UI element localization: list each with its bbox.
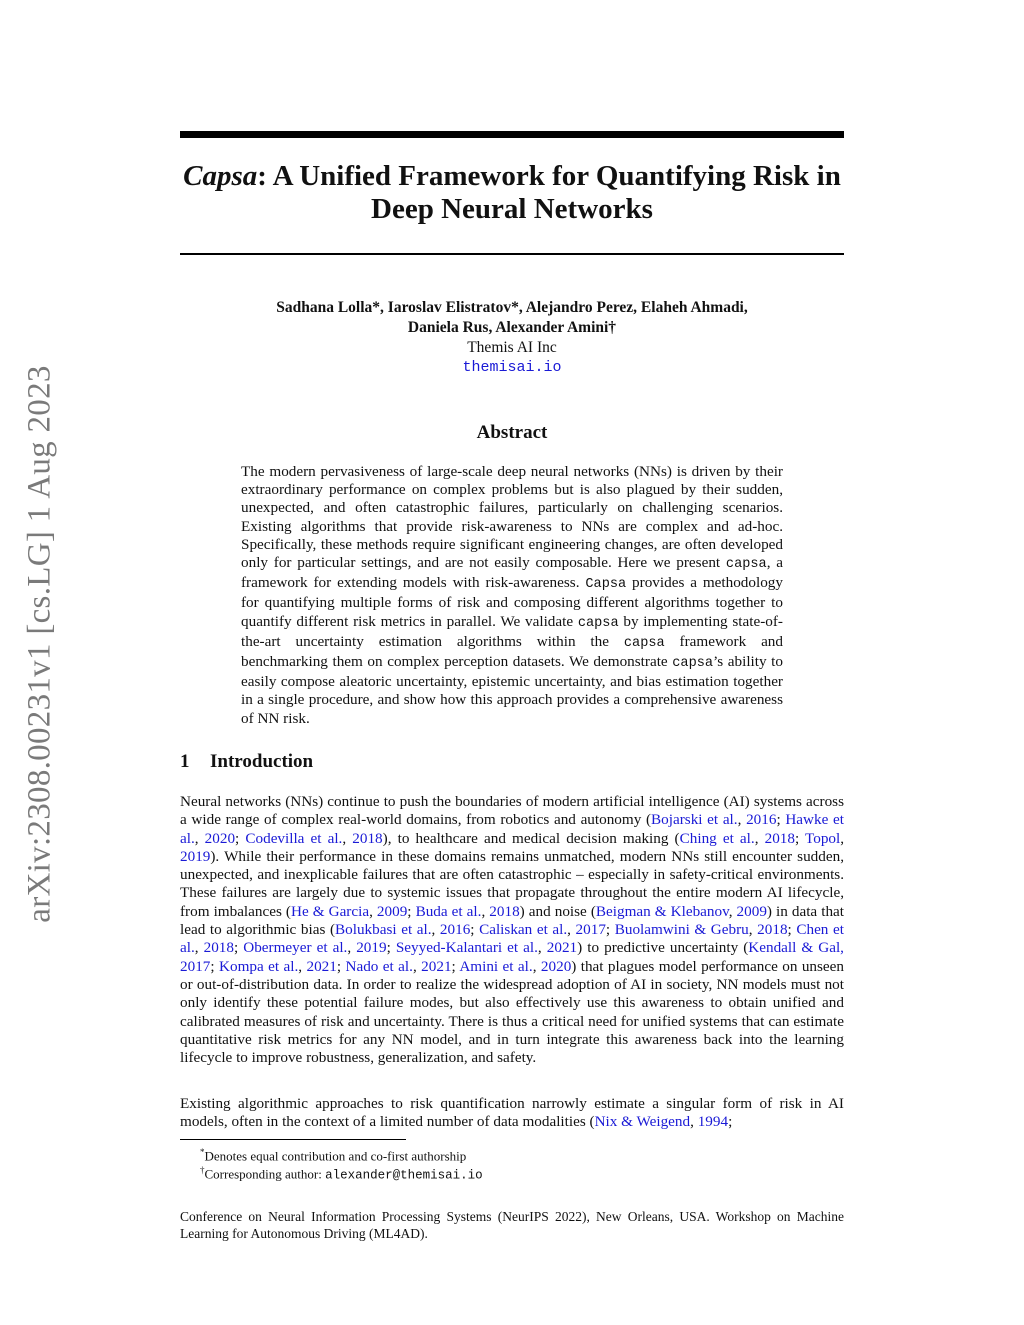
abstract-text xyxy=(241,463,783,728)
footnote-text: Corresponding author: xyxy=(204,1166,326,1182)
section-title: Introduction xyxy=(210,751,314,772)
citation-link[interactable]: Kompa et al. xyxy=(219,957,299,975)
text-run: ) in data that lead to algorithmic bias ( xyxy=(180,902,844,939)
footnote-mark: * xyxy=(200,1147,205,1157)
citation-link[interactable]: 2019 xyxy=(180,847,211,865)
code-capsa: Capsa xyxy=(585,577,627,593)
author-email[interactable]: alexander@themisai.io xyxy=(325,1168,483,1183)
citation-link[interactable]: 2018 xyxy=(764,829,795,847)
text-run: Existing algorithmic approaches to risk quantification narrowly estimate a singular form of risk in AI models, often in the context of a limited number of data modalities ( xyxy=(180,1095,844,1131)
citation-link[interactable]: 2018 xyxy=(489,902,520,920)
text-run: ). While their performance in these domains remains unmatched, modern NNs still encounter sudden, unexpected, and inexplicable failures that are often catastrophic – especially in safety-critical environments. These failures are largely due to systemic issues that propagate throughout the entire modern AI lifecycle, from imbalances ( xyxy=(180,847,844,920)
author-line-2: Daniela Rus, Alexander Amini† xyxy=(407,319,617,336)
title-emph: Capsa xyxy=(183,160,258,192)
citation-link[interactable]: 2021 xyxy=(546,939,578,957)
footnote-corresponding-author xyxy=(200,1162,840,1183)
abstract-part: framework and benchmarking them on complex perception datasets. We demonstrate xyxy=(241,632,783,671)
citation-link[interactable]: 2016 xyxy=(746,811,777,829)
title-rule-bottom xyxy=(180,253,844,255)
citation-link[interactable]: Buda et al. xyxy=(415,902,482,920)
intro-paragraph-2: Existing algorithmic approaches to risk quantification narrowly estimate a singular form of risk in AI models, often in the context of a limited number of data modalities (Nix & Weigend, 1994; xyxy=(180,1095,844,1131)
website-link[interactable]: themisai.io xyxy=(462,359,562,376)
citation-link[interactable]: Bojarski et al. xyxy=(651,811,738,829)
citation-link[interactable]: 2016 xyxy=(439,921,471,939)
footnote-mark: † xyxy=(200,1165,205,1175)
abstract-part: by implementing state-of-the-art uncertainty estimation algorithms within the xyxy=(241,612,783,650)
abstract-part: , a framework for extending models with risk-awareness. xyxy=(241,554,783,592)
citation-link[interactable]: Seyyed-Kalantari et al. xyxy=(395,939,538,957)
author-block xyxy=(180,298,844,378)
text-run: ) and noise ( xyxy=(519,902,596,920)
citation-link[interactable]: 2021 xyxy=(421,957,452,975)
citation-link[interactable]: Chen et al. xyxy=(180,921,844,957)
abstract-part: The modern pervasiveness of large-scale deep neural networks (NNs) is driven by their extraordinary performance on complex problems but is also plagued by their sudden, unexpected, and often catastrophic failures, particularly on challenging scenarios. Existing algorithms that provide risk-awareness to NNs are complex and ad-hoc. Specifically, these methods require significant engineering changes, are often developed only for particular settings, and are not easily composable. Here we present xyxy=(241,463,783,572)
code-capsa: capsa xyxy=(623,635,665,651)
citation-link[interactable]: Buolamwini & Gebru xyxy=(614,921,749,939)
citation-link[interactable]: Nix & Weigend xyxy=(594,1113,691,1131)
citation-link[interactable]: 2020 xyxy=(540,957,572,975)
citation-link[interactable]: 2020 xyxy=(204,829,236,847)
text-run: ) that plagues model performance on unseen or out-of-distribution data. In order to realize the widespread adoption of AI in society, NN models must not only identify these potential failure modes, but also effectively use this awareness to obtain unified and calibrated measures of risk and uncertainty. There is thus a critical need for unified systems that can estimate quantitative risk metrics for any NN model, and in turn integrate this awareness back into the learning lifecycle to improve robustness, generalization, and safety. xyxy=(180,957,845,1067)
footnote-divider xyxy=(180,1139,406,1140)
citation-link[interactable]: He & Garcia xyxy=(290,902,370,920)
section-number: 1 xyxy=(180,751,190,772)
code-capsa: capsa xyxy=(725,557,767,573)
citation-link[interactable]: Ching et al. xyxy=(679,829,755,847)
citation-link[interactable]: 2018 xyxy=(757,921,788,939)
abstract-part: provides a methodology for quantifying multiple forms of risk and composing different algorithms together to quantify different risk metrics in parallel. We validate xyxy=(241,574,783,630)
code-capsa: capsa xyxy=(672,656,714,672)
footnote-text: Denotes equal contribution and co-first authorship xyxy=(204,1148,467,1164)
citation-link[interactable]: Nado et al. xyxy=(345,957,413,975)
citation-link[interactable]: 2009 xyxy=(376,902,408,920)
citation-link[interactable]: 2017 xyxy=(575,921,606,939)
citation-link[interactable]: Beigman & Klebanov xyxy=(595,902,729,920)
citation-link[interactable]: Amini et al. xyxy=(459,957,533,975)
title-rule-top xyxy=(180,131,844,138)
citation-link[interactable]: Caliskan et al. xyxy=(479,921,568,939)
arxiv-stamp-text: arXiv:2308.00231v1 [cs.LG] 1 Aug 2023 xyxy=(21,365,58,923)
code-capsa: capsa xyxy=(577,615,619,631)
text-run: ) to predictive uncertainty ( xyxy=(577,939,749,957)
title-rest: : A Unified Framework for Quantifying Risk in Deep Neural Networks xyxy=(257,160,841,225)
citation-link[interactable]: 2009 xyxy=(736,902,767,920)
section-heading-introduction xyxy=(180,751,844,773)
affiliation: Themis AI Inc xyxy=(467,339,557,356)
abstract-heading: Abstract xyxy=(476,422,548,443)
citation-link[interactable]: 1994 xyxy=(697,1113,729,1131)
intro-paragraph-1: Neural networks (NNs) continue to push the boundaries of modern artificial intelligence (AI) systems across a wide range of complex real-world domains, from robotics and autonomy (Bojarski et al., 2016; Hawke et al., 2020; Codevilla et al., 2018), to healthcare and medical decision making (Ching et al., 2018; Topol, 2019). While their performance in these domains remains unmatched, modern NNs still encounter sudden, unexpected, and inexplicable failures that are often catastrophic – especially in safety-critical environments. These failures are largely due to systemic issues that propagate throughout the entire modern AI lifecycle, from imbalances (He & Garcia, 2009; Buda et al., 2018) and noise (Beigman & Klebanov, 2009) in data that lead to algorithmic bias (Bolukbasi et al., 2016; Caliskan et al., 2017; Buolamwini & Gebru, 2018; Chen et al., 2018; Obermeyer et al., 2019; Seyyed-Kalantari et al., 2021) to predictive uncertainty (Kendall & Gal, 2017; Kompa et al., 2021; Nado et al., 2021; Amini et al., 2020) that plagues model performance on unseen or out-of-distribution data. In order to realize the widespread adoption of AI in society, NN models must not only identify these potential failure modes, but also effectively use this awareness to obtain unified and calibrated measures of risk and uncertainty. There is thus a critical need for unified systems that can estimate quantitative risk metrics for any NN model, and in turn integrate this awareness back into the learning lifecycle to improve robustness, generalization, and safety. xyxy=(180,793,845,1067)
abstract-part: ’s ability to easily compose aleatoric uncertainty, epistemic uncertainty, and bias estimation together in a single procedure, and show how this approach provides a comprehensive awareness of NN risk. xyxy=(241,653,783,727)
author-line-1: Sadhana Lolla*, Iaroslav Elistratov*, Alejandro Perez, Elaheh Ahmadi, xyxy=(276,299,748,316)
citation-link[interactable]: Bolukbasi et al. xyxy=(335,921,432,939)
citation-link[interactable]: Codevilla et al. xyxy=(245,829,343,847)
citation-link[interactable]: Obermeyer et al. xyxy=(243,939,348,957)
citation-link[interactable]: Topol xyxy=(805,829,841,847)
conference-note: Conference on Neural Information Processing Systems (NeurIPS 2022), New Orleans, USA. Workshop on Machine Learning for Autonomous Driving (ML4AD). xyxy=(180,1209,844,1241)
citation-link[interactable]: 2018 xyxy=(352,829,383,847)
citation-link[interactable]: 2019 xyxy=(356,939,387,957)
citation-link[interactable]: Kendall & Gal, 2017 xyxy=(180,939,844,975)
text-run: Neural networks (NNs) continue to push the boundaries of modern artificial intelligence (AI) systems across a wide range of complex real-world domains, from robotics and autonomy ( xyxy=(180,793,844,829)
citation-link[interactable]: 2018 xyxy=(203,939,234,957)
citation-link[interactable]: 2021 xyxy=(306,957,337,975)
paper-title xyxy=(180,160,844,226)
citation-link[interactable]: Hawke et al. xyxy=(180,811,844,847)
text-run: ; xyxy=(728,1113,733,1131)
text-run: ), to healthcare and medical decision making ( xyxy=(382,829,680,847)
